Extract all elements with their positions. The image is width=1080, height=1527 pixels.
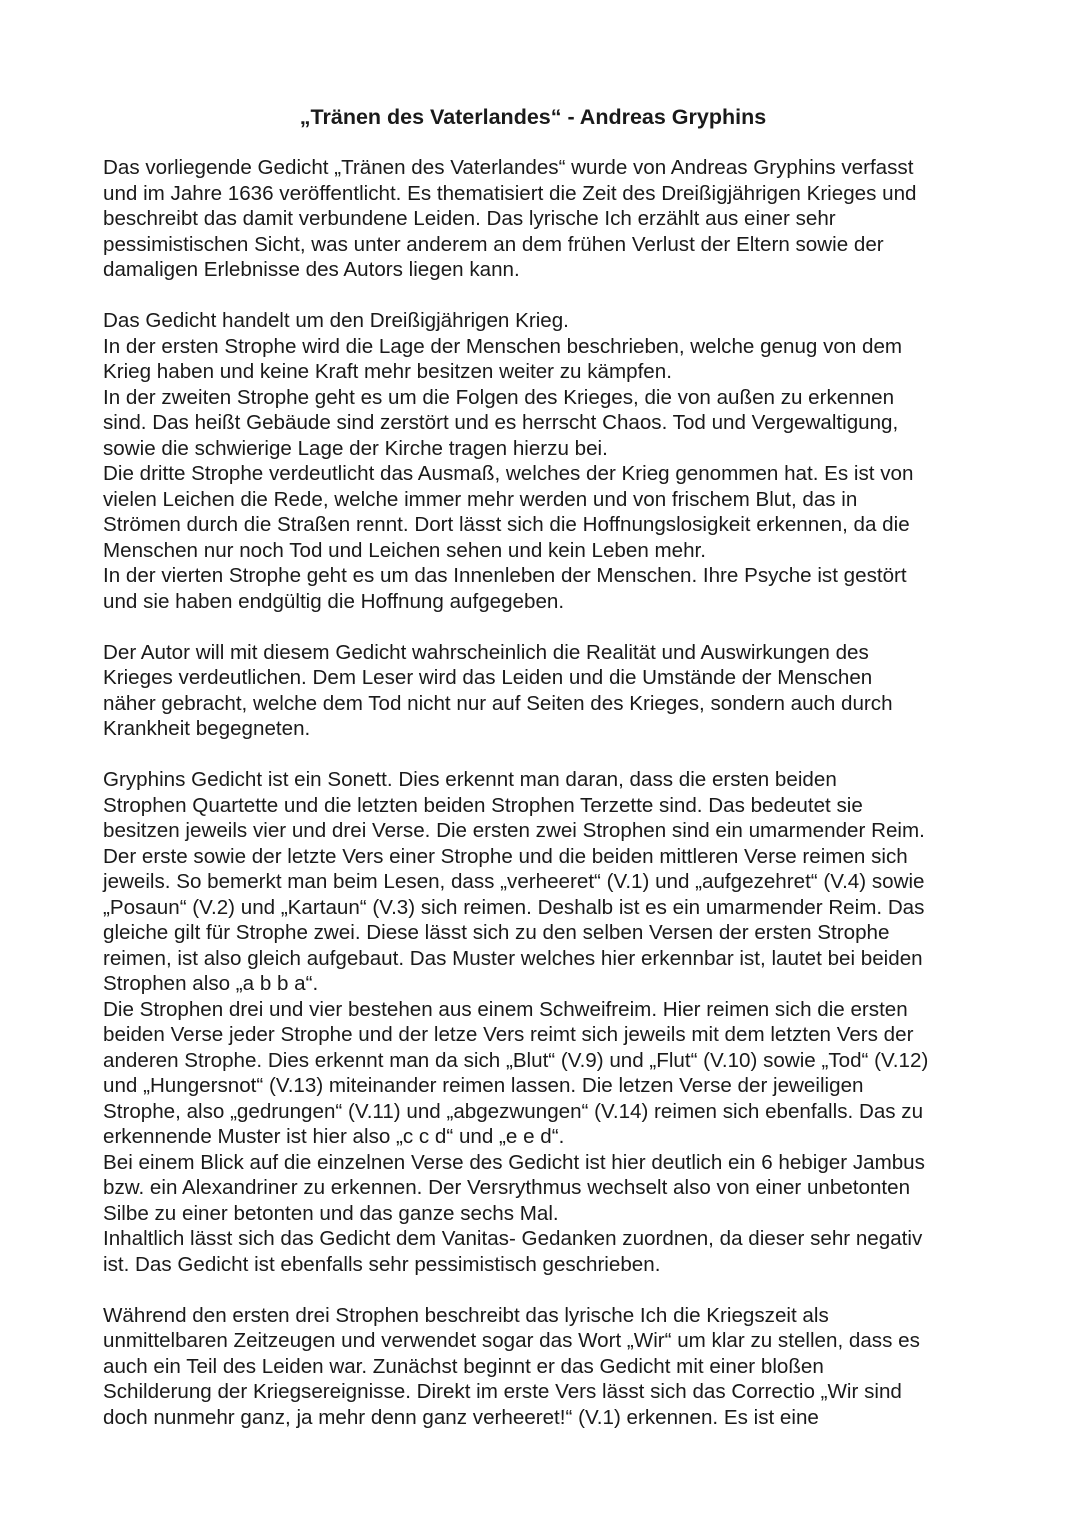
paragraph-content-summary [103,308,1003,614]
text-line: Krieges verdeutlichen. Dem Leser wird das Leiden und die Umstände der Menschen [103,666,873,689]
text-line: ist. Das Gedicht ist ebenfalls sehr pessimistisch geschrieben. [103,1252,661,1276]
text-line: Der erste sowie der letzte Vers einer Strophe und die beiden mittleren Verse reimen sich [103,844,908,868]
text-line: und sie haben endgültig die Hoffnung aufgegeben. [103,589,565,613]
document-body [103,155,1003,1456]
document-title: „Tränen des Vaterlandes“ - Andreas Gryphins [299,105,767,129]
paragraph-interpretation [103,1303,1003,1431]
paragraph-intention [103,640,1003,742]
text-line: Das Gedicht handelt um den Dreißigjährigen Krieg. [103,309,569,332]
text-line: Strophen also „a b b a“. [103,972,319,995]
text-line: Schilderung der Kriegsereignisse. Direkt im erste Vers lässt sich das Correctio „Wir sind [103,1380,902,1403]
text-line: Die Strophen drei und vier bestehen aus einem Schweifreim. Hier reimen sich die ersten [103,997,908,1021]
text-line: erkennende Muster ist hier also „c c d“ und „e e d“. [103,1125,565,1148]
text-line: Der Autor will mit diesem Gedicht wahrscheinlich die Realität und Auswirkungen des [103,640,869,664]
text-line: Bei einem Blick auf die einzelnen Verse des Gedicht ist hier deutlich ein 6 hebiger Jambus [103,1150,925,1174]
text-line: „Posaun“ (V.2) und „Kartaun“ (V.3) sich reimen. Deshalb ist es ein umarmender Reim. Das [103,895,925,919]
text-line: besitzen jeweils vier und drei Verse. Die ersten zwei Strophen sind ein umarmender Reim. [103,819,925,842]
text-line: damaligen Erlebnisse des Autors liegen kann. [103,258,520,281]
text-line: gleiche gilt für Strophe zwei. Diese lässt sich zu den selben Versen der ersten Strophe [103,921,890,944]
text-line: Krankheit begegneten. [103,717,311,740]
text-line: beiden Verse jeder Strophe und der letze Vers reimt sich jeweils mit dem letzten Vers der [103,1023,914,1046]
text-line: sowie die schwierige Lage der Kirche tragen hierzu bei. [103,436,608,460]
text-line: doch nunmehr ganz, ja mehr denn ganz verheeret!“ (V.1) erkennen. Es ist eine [103,1405,819,1429]
text-line: Die dritte Strophe verdeutlicht das Ausmaß, welches der Krieg genommen hat. Es ist von [103,462,914,485]
text-line: Strömen durch die Straßen rennt. Dort lässt sich die Hoffnungslosigkeit erkennen, da die [103,513,910,536]
text-line: Während den ersten drei Strophen beschreibt das lyrische Ich die Kriegszeit als [103,1303,829,1327]
text-line: In der ersten Strophe wird die Lage der Menschen beschrieben, welche genug von dem [103,334,903,358]
text-line: Strophen Quartette und die letzten beiden Strophen Terzette sind. Das bedeutet sie [103,793,863,817]
text-line: Inhaltlich lässt sich das Gedicht dem Vanitas- Gedanken zuordnen, da dieser sehr negativ [103,1227,923,1250]
text-line: Das vorliegende Gedicht „Tränen des Vaterlandes“ wurde von Andreas Gryphins verfasst [103,156,914,179]
text-line: pessimistischen Sicht, was unter anderem an dem frühen Verlust der Eltern sowie der [103,232,884,256]
text-line: beschreibt das damit verbundene Leiden. Das lyrische Ich erzählt aus einer sehr [103,207,836,230]
text-line: und im Jahre 1636 veröffentlicht. Es thematisiert die Zeit des Dreißigjährigen Krieges und [103,181,917,205]
text-line: näher gebracht, welche dem Tod nicht nur auf Seiten des Krieges, sondern auch durch [103,691,893,715]
text-line: jeweils. So bemerkt man beim Lesen, dass „verheeret“ (V.1) und „aufgezehret“ (V.4) sowie [103,870,925,893]
text-line: unmittelbaren Zeitzeugen und verwendet sogar das Wort „Wir“ um klar zu stellen, dass es [103,1329,920,1352]
text-line: auch ein Teil des Leiden war. Zunächst beginnt er das Gedicht mit einer bloßen [103,1354,824,1378]
text-line: reimen, ist also gleich aufgebaut. Das Muster welches hier erkennbar ist, lautet bei beiden [103,946,923,970]
text-line: In der zweiten Strophe geht es um die Folgen des Krieges, die von außen zu erkennen [103,385,895,409]
text-line: anderen Strophe. Dies erkennt man da sich „Blut“ (V.9) und „Flut“ (V.10) sowie „Tod“ (V.12) [103,1048,929,1072]
text-line: Krieg haben und keine Kraft mehr besitzen weiter zu kämpfen. [103,360,672,383]
text-line: Gryphins Gedicht ist ein Sonett. Dies erkennt man daran, dass die ersten beiden [103,768,837,791]
text-line: Menschen nur noch Tod und Leichen sehen und kein Leben mehr. [103,538,706,562]
text-line: sind. Das heißt Gebäude sind zerstört und es herrscht Chaos. Tod und Vergewaltigung, [103,411,899,434]
text-line: In der vierten Strophe geht es um das Innenleben der Menschen. Ihre Psyche ist gestört [103,564,907,587]
paragraph-introduction [103,155,1003,283]
paragraph-form-analysis [103,767,1003,1277]
text-line: Strophe, also „gedrungen“ (V.11) und „abgezwungen“ (V.14) reimen sich ebenfalls. Das zu [103,1099,924,1123]
text-line: bzw. ein Alexandriner zu erkennen. Der Versrythmus wechselt also von einer unbetonten [103,1176,911,1199]
text-line: vielen Leichen die Rede, welche immer mehr werden und von frischem Blut, das in [103,487,858,511]
text-line: und „Hungersnot“ (V.13) miteinander reimen lassen. Die letzen Verse der jeweiligen [103,1074,864,1097]
text-line: Silbe zu einer betonten und das ganze sechs Mal. [103,1201,559,1225]
